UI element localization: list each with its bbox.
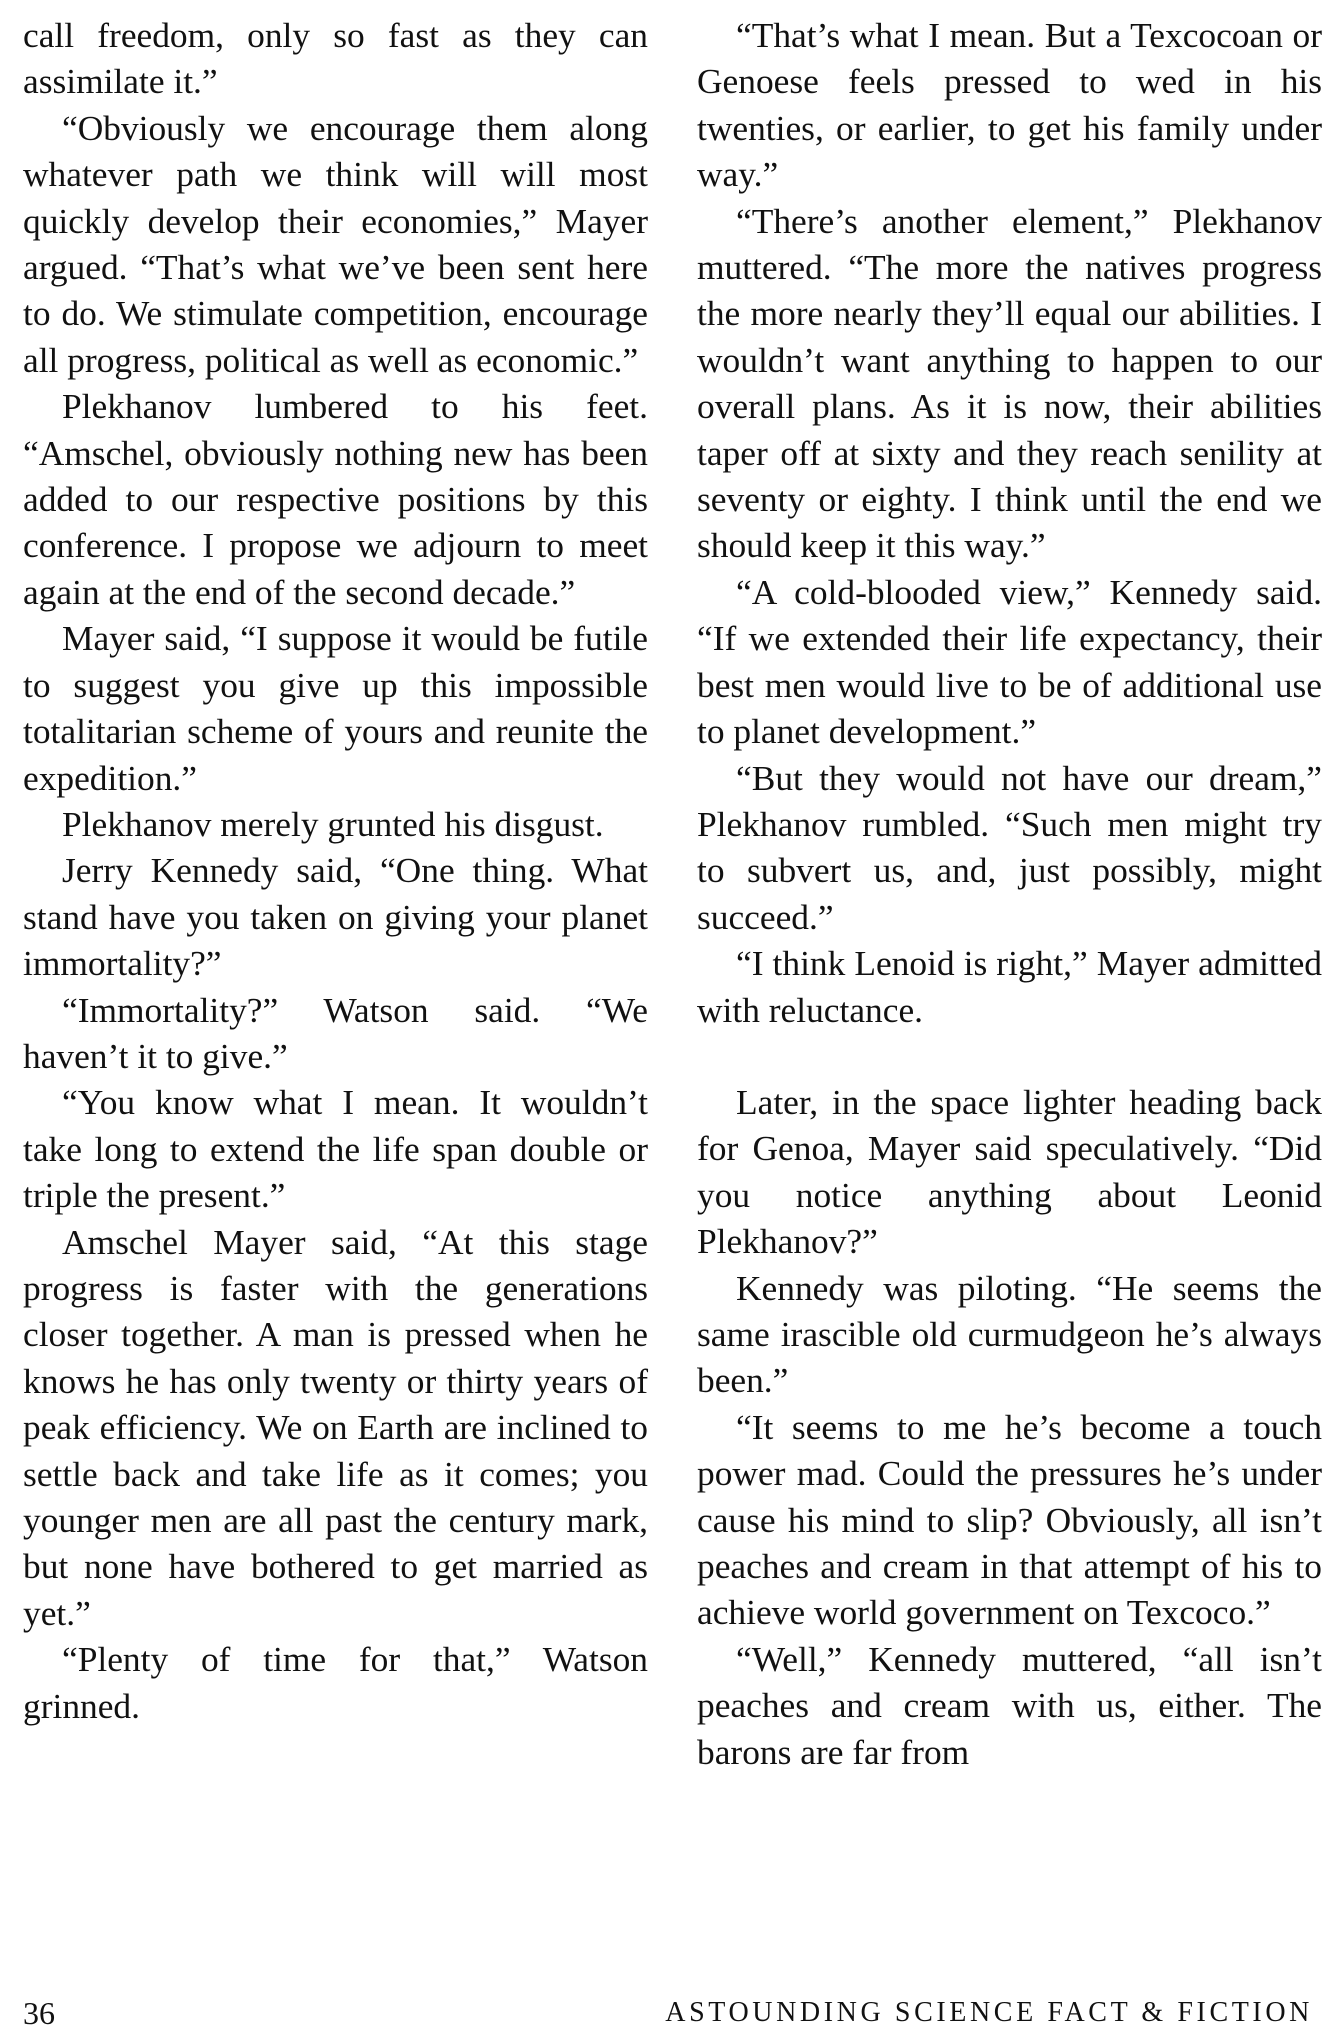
paragraph: Later, in the space lighter heading back for Genoa, Mayer said speculatively. “Did you notice anything about Leonid Plekhanov?” [697,1081,1322,1262]
paragraph: call freedom, only so fast as they can assimilate it.” [23,15,648,102]
paragraph: “There’s another element,” Plekhanov muttered. “The more the natives progress the more nearly they’ll equal our abilities. I wouldn’t want anything to happen to our overall plans. As it is now, their abilities taper off at sixty and they reach senility at seventy or eighty. I think until the end we should keep it this way.” [697,200,1322,566]
paragraph: “You know what I mean. It wouldn’t take long to extend the life span double or triple the present.” [23,1082,648,1216]
paragraph: Mayer said, “I suppose it would be futile to suggest you give up this impossible totalitarian scheme of yours and reunite the expedition.” [23,618,648,798]
paragraph: Kennedy was piloting. “He seems the same irascible old curmudgeon he’s always been.” [697,1267,1322,1401]
paragraph: “Immortality?” Watson said. “We haven’t it to give.” [23,989,648,1076]
paragraph: “Obviously we encourage them along whatever path we think will will most quickly develop their economies,” Mayer argued. “That’s what we’ve been sent here to do. We stimulate competition, encourage all progress, political as well as economic.” [23,107,648,380]
paragraph: “I think Lenoid is right,” Mayer admitted with reluctance. [697,943,1322,1030]
paragraph: Amschel Mayer said, “At this stage progress is faster with the generations closer together. A man is pressed when he knows he has only twenty or thirty years of peak efficiency. We on Earth are inclined to settle back and take life as it comes; you younger men are all past the century mark, but none have bothered to get married as yet.” [23,1221,648,1633]
page-number: 36 [23,1995,55,2031]
paragraph: “A cold-blooded view,” Kennedy said. “If we extended their life expectancy, their best men would live to be of additional use to planet development.” [697,571,1322,752]
paragraph: “That’s what I mean. But a Texcocoan or Genoese feels pressed to wed in his twenties, or earlier, to get his family under way.” [697,15,1322,195]
paragraph: “It seems to me he’s become a touch power mad. Could the pressures he’s under cause his mind to slip? Obviously, all isn’t peaches and cream in that attempt of his to achieve world government on Texcoco.” [697,1406,1322,1633]
running-head: ASTOUNDING SCIENCE FACT & FICTION [665,1997,1313,2028]
paragraph: Plekhanov merely grunted his disgust. [62,803,604,844]
paragraph: “Plenty of time for that,” Watson grinned. [23,1639,648,1726]
paragraph: “But they would not have our dream,” Plekhanov rumbled. “Such men might try to subvert us, and, just possibly, might succeed.” [697,757,1322,937]
paragraph: “Well,” Kennedy muttered, “all isn’t peaches and cream with us, either. The barons are far from [697,1638,1322,1772]
paragraph: Jerry Kennedy said, “One thing. What stand have you taken on giving your planet immortality?” [23,850,648,984]
left-text-column [23,12,648,1729]
right-text-column [697,12,1322,1775]
page-footer [23,1993,1313,2033]
paragraph: Plekhanov lumbered to his feet. “Amschel, obviously nothing new has been added to our respective positions by this conference. I propose we adjourn to meet again at the end of the second decade.” [23,386,648,612]
